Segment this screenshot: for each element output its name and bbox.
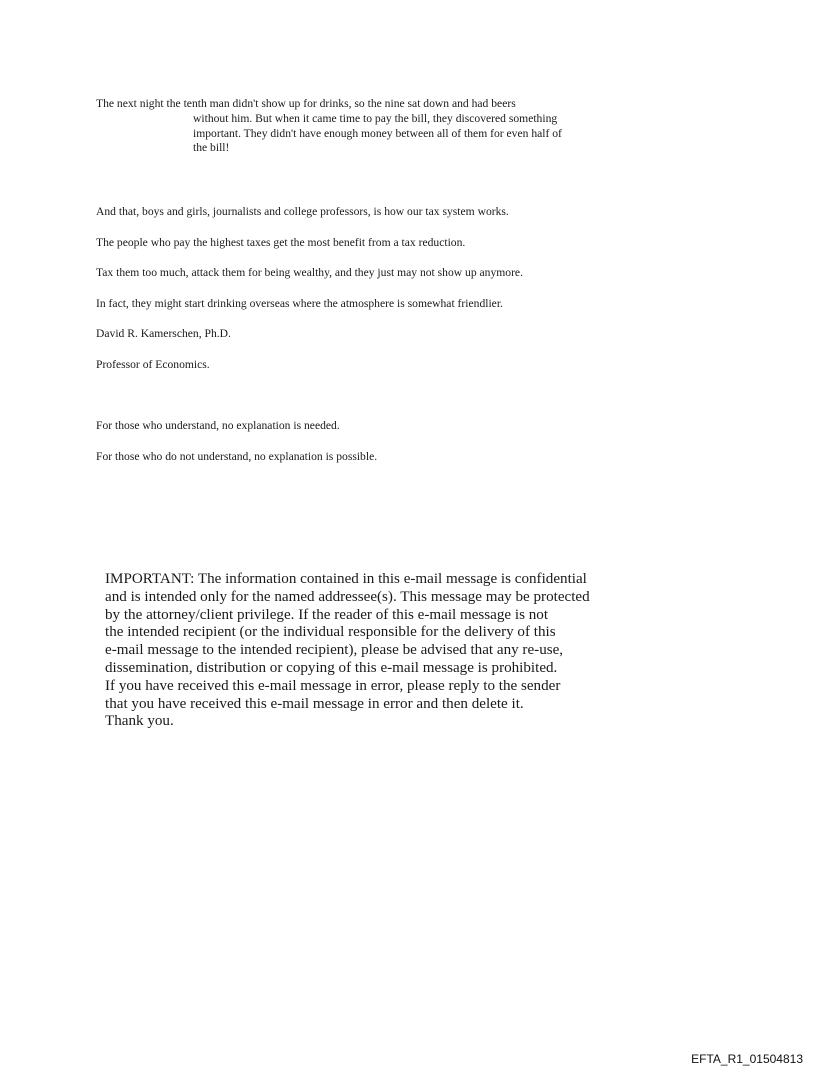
notice-line: the intended recipient (or the individual responsible for the delivery of this [105,624,556,641]
conclusion-paragraph: And that, boys and girls, journalists and college professors, is how our tax system works. [96,205,509,218]
story-opening-paragraph [96,97,636,156]
closing-line: For those who do not understand, no explanation is possible. [96,450,378,463]
document-id: EFTA_R1_01504813 [691,1052,803,1066]
story-opening-line: the bill! [193,141,230,155]
author-name: David R. Kamerschen, Ph.D. [96,327,231,340]
closing-line: For those who understand, no explanation is needed. [96,419,340,432]
conclusion-paragraph: Tax them too much, attack them for being wealthy, and they just may not show up anymore. [96,266,523,279]
story-opening-line: without him. But when it came time to pay the bill, they discovered something [193,111,558,125]
author-title: Professor of Economics. [96,358,210,371]
notice-line: If you have received this e-mail message in error, please reply to the sender [105,677,561,694]
notice-line: by the attorney/client privilege. If the reader of this e-mail message is not [105,606,549,623]
story-opening-line: important. They didn't have enough money between all of them for even half of [193,126,562,140]
notice-line: IMPORTANT: The information contained in this e-mail message is confidential [105,571,587,587]
notice-line: dissemination, distribution or copying of this e-mail message is prohibited. [105,659,558,676]
notice-line: and is intended only for the named addressee(s). This message may be protected [105,588,590,605]
story-opening-line: The next night the tenth man didn't show up for drinks, so the nine sat down and had beers [96,97,516,110]
conclusion-paragraph: In fact, they might start drinking overseas where the atmosphere is somewhat friendlier. [96,297,503,310]
confidentiality-notice [105,571,665,731]
conclusion-paragraph: The people who pay the highest taxes get the most benefit from a tax reduction. [96,236,466,249]
notice-line: e-mail message to the intended recipient), please be advised that any re-use, [105,642,564,659]
notice-line: Thank you. [105,713,174,730]
notice-line: that you have received this e-mail message in error and then delete it. [105,695,524,712]
